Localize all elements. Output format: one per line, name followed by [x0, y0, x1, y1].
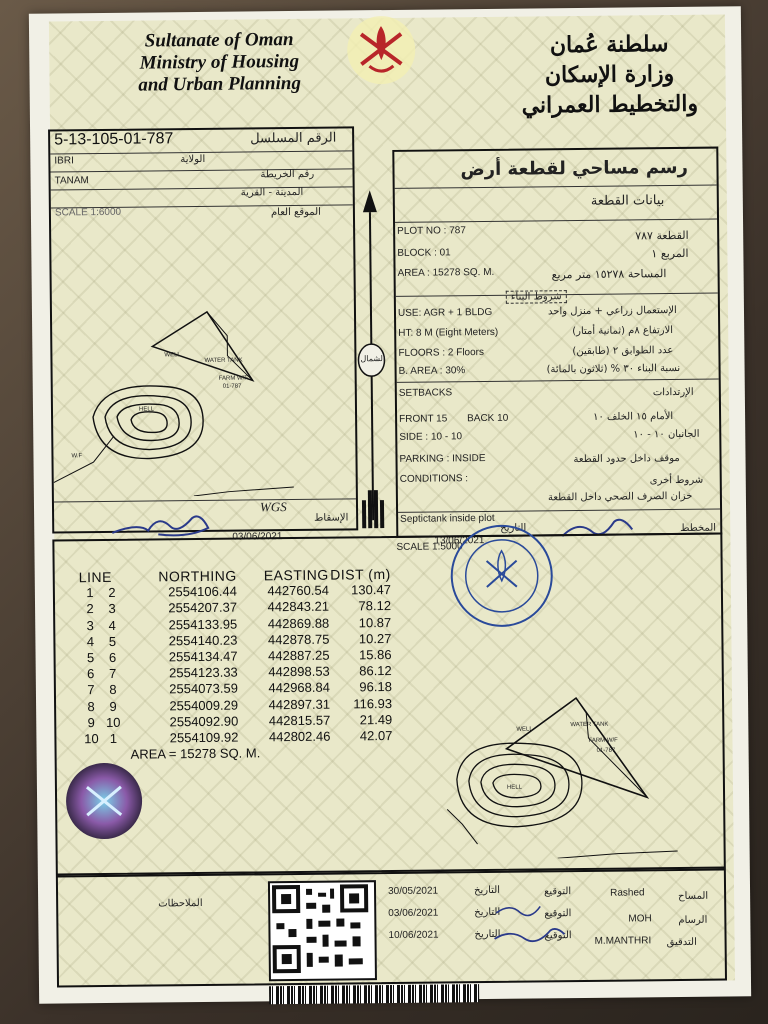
ministry-stamp-icon — [446, 520, 557, 631]
projection-value: WGS — [259, 499, 287, 515]
table-row: 8 9 2554009.29 442897.31 116.93 — [87, 695, 393, 714]
map-no-label: رقم الخريطة — [260, 168, 315, 181]
map-label-well-left: WELL — [164, 352, 181, 359]
date-label-1: التاريخ — [473, 884, 501, 897]
header-english — [89, 28, 350, 97]
date-label-3: التاريخ — [474, 928, 501, 941]
remarks-label: الملاحظات — [158, 897, 203, 910]
village-label: المدينة - القرية — [240, 186, 304, 199]
signature-label-1: التوقيع — [544, 886, 572, 898]
date-2: 03/06/2021 — [388, 907, 439, 920]
qr-code-icon — [268, 880, 377, 981]
conditions: CONDITIONS : — [399, 473, 469, 485]
date-1: 30/05/2021 — [387, 885, 439, 898]
block-ar: المربع ١ — [651, 246, 689, 261]
serial-label: الرقم المسلسل — [250, 130, 337, 147]
floors-ar: عدد الطوابق ٢ (طابقين) — [572, 345, 674, 358]
coordinates-table — [79, 566, 393, 764]
barcode-icon — [269, 984, 479, 1004]
plot-no-ar: القطعة ٧٨٧ — [635, 228, 689, 243]
parking: PARKING : INSIDE — [399, 452, 486, 465]
building-area: B. AREA : 30% — [398, 365, 466, 377]
checker-label: التدقيق — [666, 936, 697, 949]
map-label-water-tank: WATER TANK — [570, 721, 609, 729]
table-row: 5 6 2554134.47 442887.25 15.86 — [86, 647, 392, 666]
use: USE: AGR + 1 BLDG — [397, 306, 493, 319]
map-label-farm: FARM W/F — [588, 737, 618, 744]
survey-title: رسم مساحي لقطعة أرض — [460, 156, 689, 181]
location-panel — [48, 126, 358, 533]
conditions-ar: شروط أخرى — [649, 474, 704, 487]
table-row: 3 4 2554133.95 442869.88 10.87 — [86, 614, 392, 633]
header-ar-line3: والتخطيط العمراني — [521, 90, 699, 119]
checker-name: M.MANTHRI — [594, 935, 652, 947]
area: AREA : 15278 SQ. M. — [397, 266, 495, 279]
scale-value: SCALE 1:6000 — [54, 206, 122, 219]
front-back-ar: الأمام ١٥ الخلف ١٠ — [593, 411, 674, 423]
location-sketch — [51, 224, 356, 497]
surveyor-name: Rashed — [610, 887, 645, 899]
use-ar: الإستعمال زراعي + منزل واحد — [547, 304, 677, 318]
header-ar-line1: سلطنة عُمان — [549, 31, 669, 59]
header-ar-line2: وزارة الإسكان — [544, 61, 675, 89]
header-northing: NORTHING — [158, 567, 237, 585]
header-easting: EASTING — [263, 566, 329, 584]
table-row: 2 3 2554207.37 442843.21 78.12 — [86, 598, 392, 617]
setback-front: FRONT 15 — [399, 413, 448, 425]
map-label-well: WELL — [516, 726, 533, 733]
coordinates-scale: SCALE 1:5000 — [396, 541, 463, 553]
village-value: TANAM — [54, 175, 89, 187]
date-label-right: التاريخ — [500, 522, 527, 534]
table-row: 9 10 2554092.90 442815.57 21.49 — [87, 711, 393, 731]
area-summary: AREA = 15278 SQ. M. — [130, 745, 261, 762]
building-area-ar: نسبة البناء ٣٠ % (ثلاثون بالمائة) — [546, 362, 681, 376]
height: HT: 8 M (Eight Meters) — [398, 326, 499, 339]
table-row: 6 7 2554123.33 442898.53 86.12 — [87, 663, 392, 682]
header-en-line1: Sultanate of Oman — [144, 28, 294, 52]
header-en-line2: Ministry of Housing — [139, 50, 300, 74]
setbacks: SETBACKS — [398, 387, 453, 399]
plot-data-title: بيانات القطعة — [590, 193, 665, 209]
site-sketch — [416, 647, 718, 860]
plot-no: PLOT NO : 787 — [397, 225, 466, 237]
septic: Septictank inside plot — [400, 512, 495, 525]
serial-number: 5-13-105-01-787 — [54, 130, 174, 149]
surveyor-label: المساح — [678, 890, 709, 903]
date-3: 10/06/2021 — [388, 929, 439, 942]
floors: FLOORS : 2 Floors — [398, 347, 485, 359]
map-label-wf-left: W.F — [71, 453, 83, 460]
map-label-farm-left: FARM W/F — [218, 375, 249, 382]
table-row: 10 1 2554109.92 442802.46 42.07 — [84, 728, 393, 747]
map-label-hell-left: HELL — [138, 406, 155, 413]
setback-back: BACK 10 — [467, 412, 509, 425]
projection-label: الإسقاط — [314, 512, 349, 524]
wilayat-value: IBRI — [54, 155, 74, 167]
signature-label-3: التوقيع — [544, 930, 572, 942]
conditions-title: شروط البناء — [506, 290, 567, 304]
table-row: 1 2 2554106.44 442760.54 130.47 — [86, 582, 391, 601]
header-line: LINE — [78, 568, 112, 586]
map-label-plot-left: 01-787 — [222, 383, 242, 390]
table-row: 4 5 2554140.23 442878.75 10.27 — [86, 630, 392, 649]
planner-label: المخطط — [680, 522, 717, 534]
setbacks-ar: الإرتدادات — [652, 386, 694, 399]
parking-ar: موقف داخل حدود القطعة — [573, 452, 680, 466]
height-ar: الارتفاع ٨م (ثمانية أمتار) — [572, 325, 674, 338]
area-ar: المساحة ١٥٢٧٨ متر مربع — [551, 267, 667, 282]
hologram-seal-icon — [59, 761, 150, 842]
table-row: 7 8 2554073.59 442968.84 96.18 — [87, 679, 392, 698]
right-panel-date: 13/06/2021 — [434, 535, 485, 547]
location-label: الموقع العام — [270, 206, 321, 219]
signature-label-2: التوقيع — [544, 908, 572, 920]
drafter-label: الرسام — [678, 914, 708, 927]
drafter-name: MOH — [628, 913, 652, 925]
left-panel-date: 03/06/2021 — [232, 531, 283, 543]
land-survey-document — [29, 6, 751, 1003]
header-arabic — [499, 29, 720, 121]
date-label-2: التاريخ — [474, 906, 501, 919]
header-dist: DIST (m) — [330, 565, 391, 583]
wilayat-label: الولاية — [180, 153, 206, 166]
setback-side: SIDE : 10 - 10 — [399, 431, 463, 443]
header-en-line3: and Urban Planning — [138, 72, 302, 96]
side-ar: الجانبان ١٠ - ١٠ — [633, 428, 700, 441]
map-label-plot: 01-787 — [596, 747, 616, 754]
footer-signatures-icon — [490, 898, 571, 949]
septic-ar: خزان الصرف الصحي داخل القطعة — [547, 490, 693, 504]
block: BLOCK : 01 — [397, 247, 451, 259]
north-label: الشمال — [360, 354, 386, 364]
map-label-hell: HELL — [506, 784, 523, 791]
oman-emblem-icon — [341, 14, 422, 87]
map-label-water-tank-left: WATER TANK — [204, 357, 243, 364]
